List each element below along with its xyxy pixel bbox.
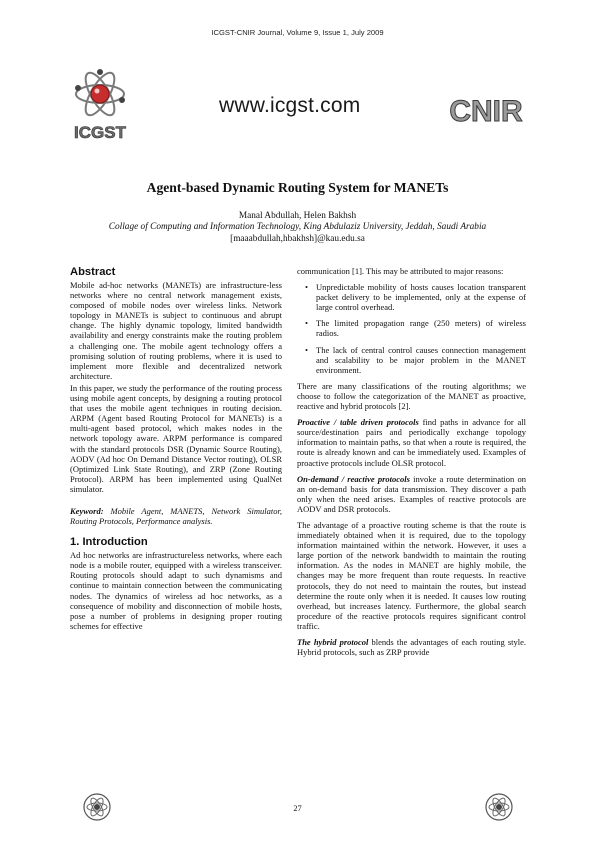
ondemand-label: On-demand / reactive protocols [297, 473, 410, 484]
list-item: • The limited propagation range (250 meters) of wireless radios. [309, 318, 526, 338]
paper-email: [maaabdullah,hbakhsh]@kau.edu.sa [230, 234, 365, 244]
hybrid-label: The hybrid protocol [297, 637, 369, 647]
paper-title: Agent-based Dynamic Routing System for MANETs [146, 180, 449, 195]
right-column [297, 266, 526, 663]
page-number: 27 [293, 804, 302, 813]
introduction-paragraph-1: Ad hoc networks are infrastructureless networks, where each node is a mobile router, equipped with a wireless transceiver. Routing protocols should adapt to such dynamisms and continue to maintain connection between the communicating nodes. The dynamics of wireless ad hoc networks, as a consequence of mobility and disconnection of mobile hosts, pose a number of problems in designing proper routing schemes for effective [70, 550, 282, 631]
advantage-paragraph: The advantage of a proactive routing scheme is that the route is immediately obtained when it is required, due to the topology information maintained within the network. However, it uses a large portion of the network bandwidth to maintain the routing information. As the nodes in MANET are highly mobile, the changes may be more frequent than route requests. In reactive protocols, they do not need to maintain the routes, but instead determine the route only when it is needed. It causes low routing overhead, but increases latency. Furthermore, the global search procedure of the reactive protocols requires significant control traffic. [297, 519, 526, 631]
reasons-list [297, 282, 526, 375]
keywords [70, 506, 282, 526]
atom-emblem-icon [484, 792, 514, 822]
ondemand-paragraph [297, 474, 526, 514]
hybrid-text: blends the advantages of each routing style. Hybrid protocols, such as ZRP provide [297, 637, 527, 658]
abstract-paragraph-1: Mobile ad-hoc networks (MANETs) are infrastructure-less networks where no central network management exists, composed of mobile nodes over wireless links. Network topology in MANETs is subject to continuous and abrupt change. The highly dynamic topology, limited bandwidth availability and energy constraints make the routing problem a challenging one. The mobile agent technology offers a promising solution of routing problems, where it is used to implement more flexible and decentralized network architecture. [70, 280, 282, 381]
intro-continuation: communication [1]. This may be attributed to major reasons: [297, 266, 504, 276]
list-item: • Unpredictable mobility of hosts causes location transparent packet delivery to be implemented, only at the expense of large control overhead. [309, 282, 526, 312]
keywords-text: Mobile Agent, MANETS, Network Simulator, Routing Protocols, Performance analysis. [70, 505, 282, 527]
paper-affiliation: Collage of Computing and Information Technology, King Abdulaziz University, Jeddah, Saudi Arabia [108, 222, 487, 232]
paper-authors: Manal Abdullah, Helen Bakhsh [238, 211, 357, 221]
journal-header: ICGST-CNIR Journal, Volume 9, Issue 1, July 2009 [211, 28, 384, 37]
list-item: • The lack of central control causes connection management and scalability to be major problem in the MANET environment. [309, 345, 526, 375]
abstract-heading: Abstract [70, 266, 116, 278]
icgst-atom-logo-icon [66, 68, 134, 144]
abstract-paragraph-2: In this paper, we study the performance of the routing process using mobile agent concepts, by designing a routing protocol that uses the mobile agent techniques in routing decision. ARPM (Agent based Routing Protocol for MANETs) is a multi-agent based protocol, which makes nodes in the network topology aware. ARPM performance is compared with the standard protocols DSR (Dynamic Source Routing), AODV (Ad hoc On Demand Distance Vector routing), OLSR (Optimized Link State Routing), and ZRP (Zone Routing Protocol). ARPM has been implemented using QualNet simulator. [70, 382, 282, 494]
proactive-label: Proactive / table driven protocols [297, 417, 419, 428]
left-column [70, 266, 282, 633]
introduction-heading: 1. Introduction [70, 536, 148, 549]
ondemand-text: invoke a route determination on an on-demand basis for data transmission. They discover a path only when the need arises. Examples of reactive protocols are AODV and DSR protocols. [297, 473, 526, 514]
icgst-logo-text: ICGST [74, 123, 126, 142]
classification-paragraph: There are many classifications of the routing algorithms; we choose to follow the categorization of the MANET as proactive, reactive and hybrid protocols [2]. [297, 380, 526, 412]
proactive-text: find paths in advance for all source/destination pairs and periodically exchange topology information to maintain paths, so that when a route is required, the route is already known and can be immediately used. Examples of proactive protocols include OLSR protocol. [297, 417, 526, 468]
hybrid-paragraph [297, 637, 526, 657]
proactive-paragraph [297, 417, 526, 467]
site-url: www.icgst.com [219, 94, 361, 117]
cnir-logo-icon [441, 94, 531, 126]
cnir-logo-text: CNIR [449, 95, 523, 126]
journal-banner [66, 68, 526, 150]
keywords-label: Keyword: [70, 505, 104, 516]
